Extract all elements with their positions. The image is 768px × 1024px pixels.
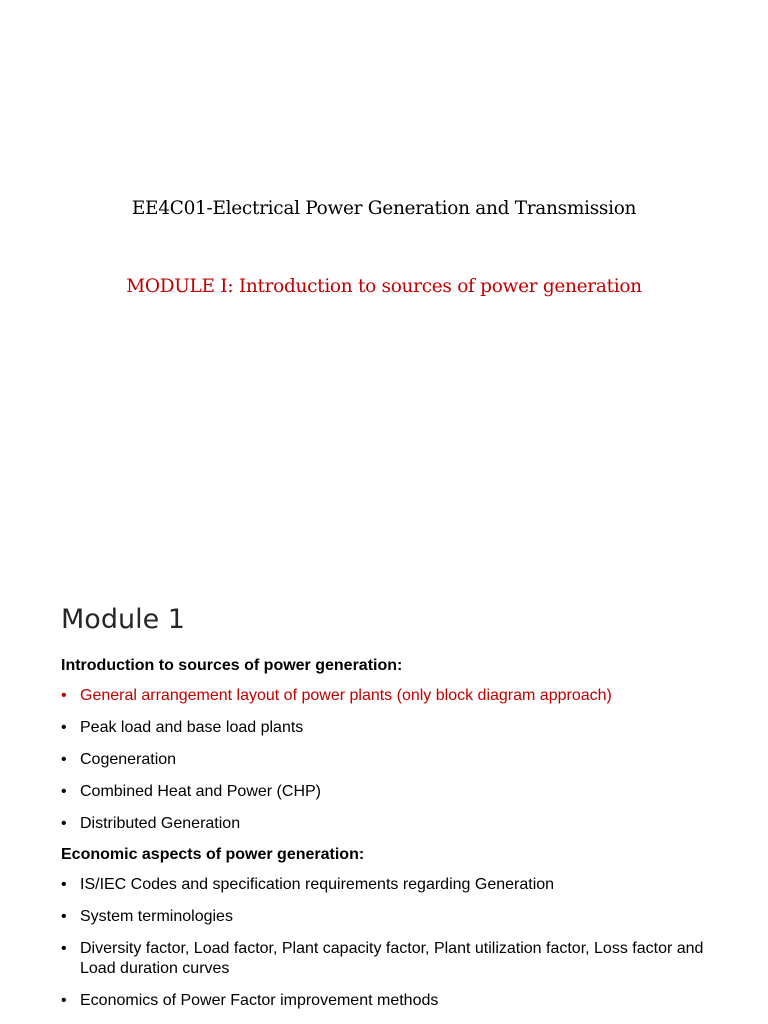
list-item-text: IS/IEC Codes and specification requirements regarding Generation — [80, 876, 555, 893]
list-item — [61, 875, 741, 895]
list-item — [61, 814, 741, 834]
section-heading-economics: Economic aspects of power generation: — [61, 846, 365, 863]
bullet-icon: • — [61, 687, 67, 704]
list-item-text: Distributed Generation — [80, 815, 241, 832]
list-item-text: Peak load and base load plants — [80, 719, 304, 736]
course-title: EE4C01-Electrical Power Generation and Transmission — [131, 198, 637, 219]
list-item-text: Combined Heat and Power (CHP) — [80, 783, 321, 800]
bullet-icon: • — [61, 940, 67, 957]
list-item-text: General arrangement layout of power plants (only block diagram approach) — [80, 687, 612, 704]
bullet-icon: • — [61, 783, 67, 800]
list-item-text: Economics of Power Factor improvement methods — [80, 992, 439, 1009]
bullet-icon: • — [61, 719, 67, 736]
module-heading: Module 1 — [61, 604, 185, 635]
title-slide — [0, 0, 768, 430]
list-item — [61, 991, 741, 1011]
bullet-icon: • — [61, 876, 67, 893]
list-item — [61, 907, 741, 927]
list-item — [61, 750, 741, 770]
section-heading-sources: Introduction to sources of power generation: — [61, 657, 403, 674]
list-item — [61, 718, 741, 738]
bullet-icon: • — [61, 908, 67, 925]
list-item — [61, 939, 741, 979]
sources-bullet-list — [61, 686, 741, 834]
list-item-text: Cogeneration — [80, 751, 177, 768]
bullet-icon: • — [61, 992, 67, 1009]
list-item — [61, 782, 741, 802]
list-item-text: System terminologies — [80, 908, 233, 925]
bullet-icon: • — [61, 751, 67, 768]
bullet-icon: • — [61, 815, 67, 832]
economics-bullet-list — [61, 875, 741, 1011]
module-content — [61, 656, 741, 1023]
list-item-text: Diversity factor, Load factor, Plant capacity factor, Plant utilization factor, Loss factor and Load duration curves — [80, 940, 704, 977]
module-slide — [0, 430, 768, 1024]
list-item — [61, 686, 741, 706]
module-subtitle: MODULE I: Introduction to sources of power generation — [126, 276, 642, 297]
